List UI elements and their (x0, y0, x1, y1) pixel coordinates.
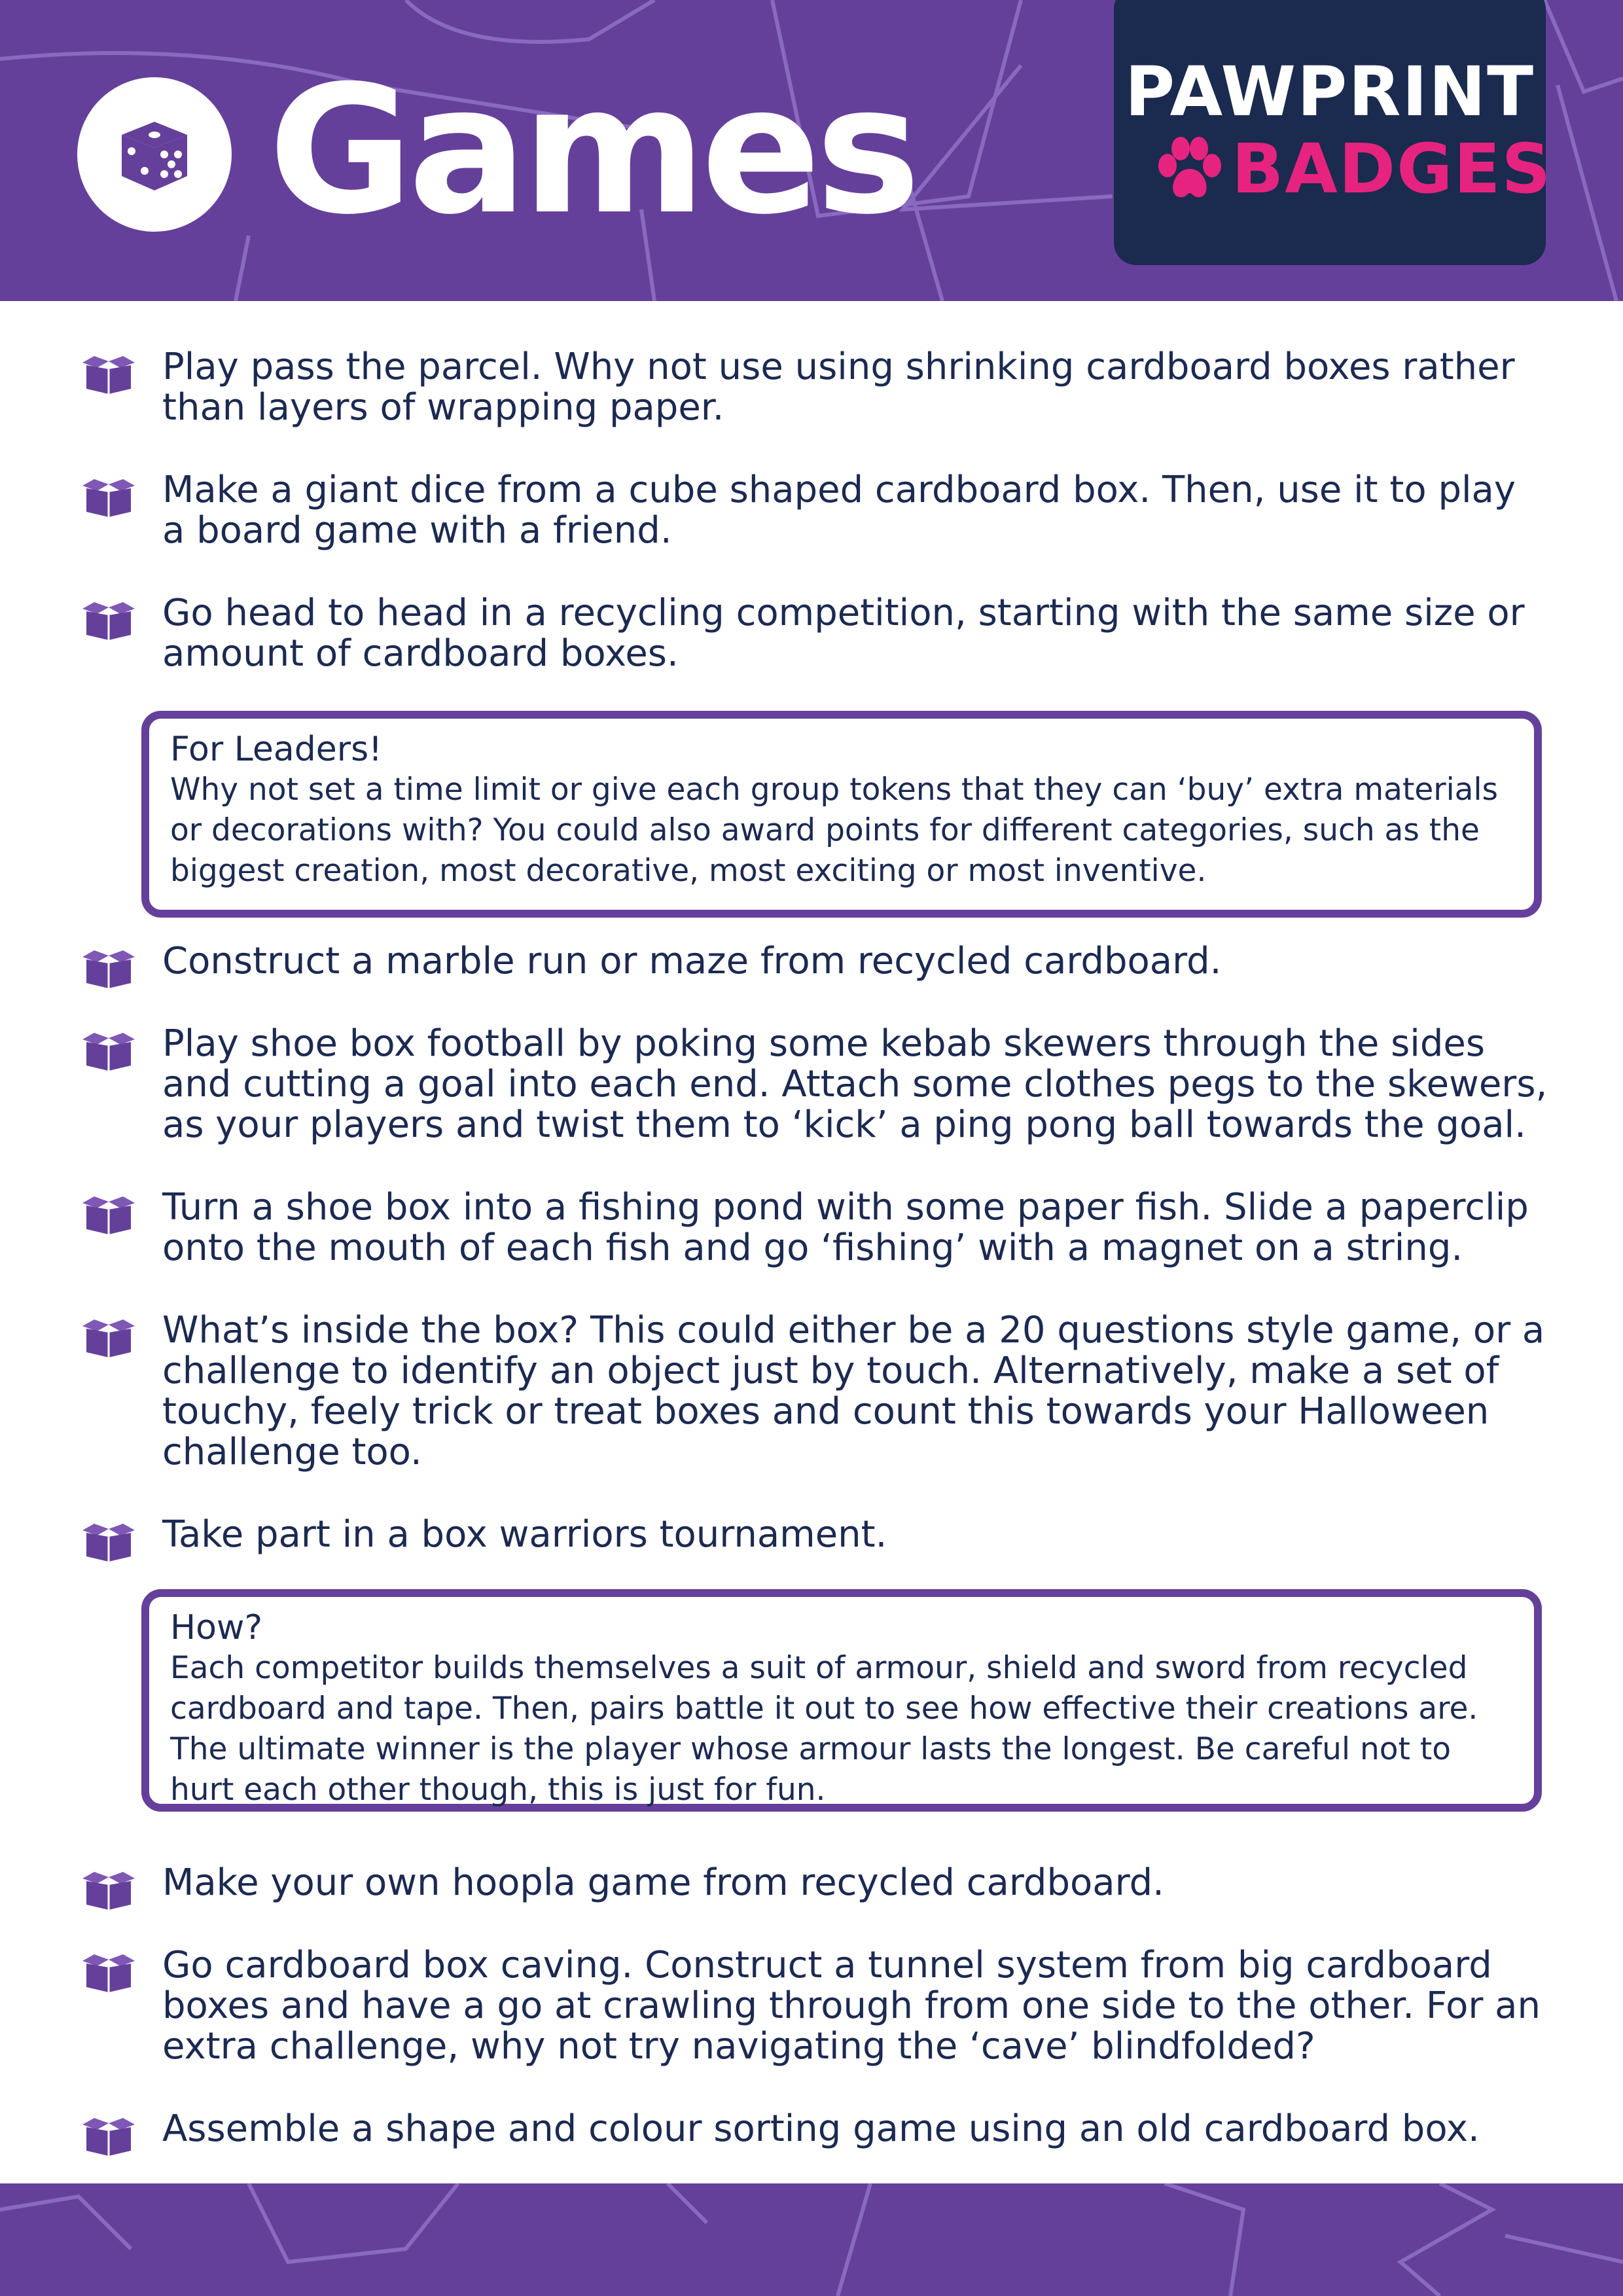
item-text: Take part in a box warriors tournament. (162, 1513, 887, 1556)
page-header (0, 0, 1623, 301)
how-to-box (141, 1589, 1542, 1812)
item-text: Go head to head in a recycling competition, starting with the same size or amount of cardboard boxes. (162, 592, 1525, 675)
item-text: Make a giant dice from a cube shaped cardboard box. Then, use it to play a board game with a friend. (162, 469, 1516, 552)
logo-pawprint-text: PAWPRINT (1124, 52, 1535, 132)
cardboard-box-icon (80, 476, 137, 520)
cardboard-box-icon (80, 353, 137, 397)
logo-badges-row (1153, 130, 1552, 208)
cardboard-box-icon (80, 948, 137, 991)
page-footer (0, 2183, 1623, 2296)
dice-icon (109, 109, 200, 200)
note-body: Each competitor builds themselves a suit of armour, shield and sword from recycled cardboard and tape. Then, pairs battle it out to see how effective their creations are. The ultimate winner is the player whose armour lasts the longest. Be careful not to hurt each other though, this is just for fun. (170, 1650, 1478, 1808)
cardboard-box-icon (80, 1030, 137, 1073)
item-text: Play pass the parcel. Why not use using shrinking cardboard boxes rather than layers of wrapping paper. (162, 346, 1515, 429)
item-text: What’s inside the box? This could either be a 20 questions style game, or a challenge to identify an object just by touch. Alternatively, make a set of touchy, feely trick or treat boxes and count this towards your Halloween challenge too. (162, 1309, 1545, 1473)
item-text: Construct a marble run or maze from recycled cardboard. (162, 940, 1222, 982)
item-text: Play shoe box football by poking some kebab skewers through the sides and cutting a goal into each end. Attach some clothes pegs to the skewers, as your players and twist them to ‘kick’ a ping pong ball towards the goal. (162, 1022, 1548, 1146)
note-body: Why not set a time limit or give each group tokens that they can ‘buy’ extra materials or decorations with? You could also award points for different categories, such as the biggest creation, most decorative, most exciting or most inventive. (170, 772, 1499, 889)
cardboard-box-icon (80, 2115, 137, 2159)
cardboard-box-icon (80, 600, 137, 643)
cardboard-box-icon (80, 1521, 137, 1564)
footer-decoration (0, 2183, 1623, 2296)
cardboard-box-icon (80, 1317, 137, 1360)
paw-icon (1153, 133, 1225, 205)
item-text: Assemble a shape and colour sorting game using an old cardboard box. (162, 2108, 1480, 2150)
note-title: How? (170, 1608, 263, 1647)
item-text: Go cardboard box caving. Construct a tunnel system from big cardboard boxes and have a go at crawling through from one side to the other. For an extra challenge, why not try navigating the ‘cave’ blindfolded? (162, 1944, 1541, 2068)
brand-logo (1114, 0, 1552, 265)
cardboard-box-icon (80, 1194, 137, 1237)
item-text: Turn a shoe box into a fishing pond with some paper fish. Slide a paperclip onto the mouth of each fish and go ‘fishing’ with a magnet on a string. (162, 1186, 1529, 1269)
logo-badges-text: BADGES (1232, 129, 1552, 209)
note-title: For Leaders! (170, 730, 383, 769)
leaders-tip-box (141, 711, 1542, 918)
dice-badge (77, 77, 232, 232)
item-text: Make your own hoopla game from recycled cardboard. (162, 1861, 1164, 1904)
cardboard-box-icon (80, 1869, 137, 1912)
page-title: Games (268, 47, 916, 253)
cardboard-box-icon (80, 1952, 137, 1995)
